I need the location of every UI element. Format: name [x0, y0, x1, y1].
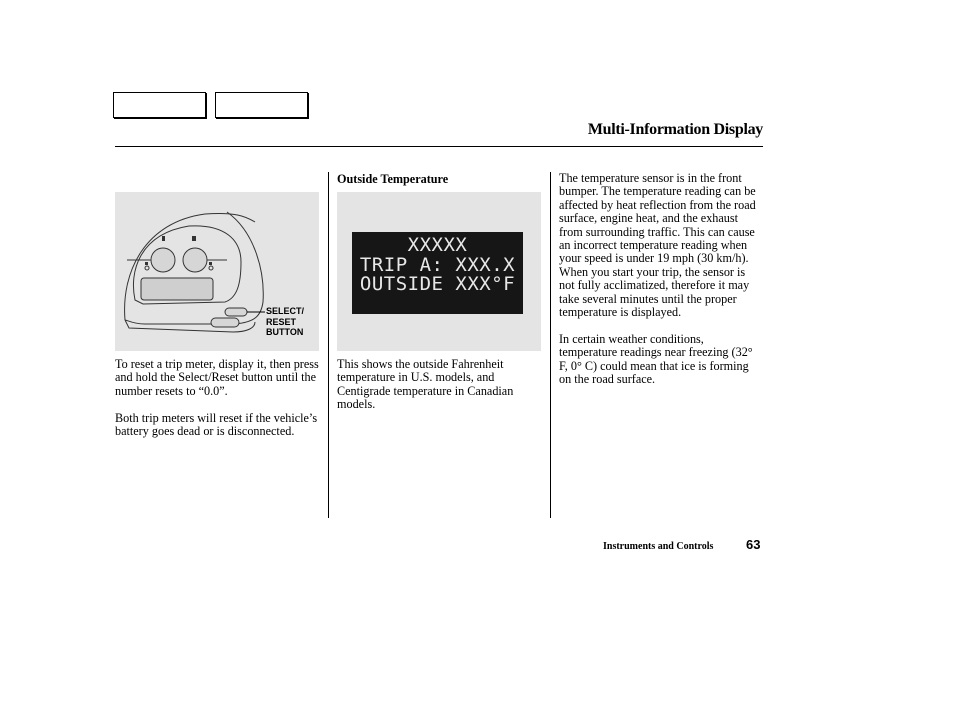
- select-reset-callout: [266, 306, 304, 338]
- column-divider: [328, 172, 329, 518]
- column-divider: [550, 172, 551, 518]
- paragraph: In certain weather conditions, temperature readings near freezing (32° F, 0° C) could mean that ice is forming on the road surface.: [559, 331, 753, 387]
- lcd-display: [352, 232, 523, 314]
- lcd-line: XXXXX: [407, 234, 468, 256]
- section-title: Multi-Information Display: [587, 121, 763, 138]
- lcd-line: OUTSIDE XXX°F: [359, 273, 516, 295]
- instrument-cluster-figure: [115, 192, 319, 351]
- column3-text: [559, 172, 757, 400]
- callout-line: SELECT/: [266, 306, 305, 316]
- paragraph: The temperature sensor is in the front bumper. The temperature reading can be affected by heat reflection from the road surface, engine heat, and the exhaust from surrounding traffic. This can cause an incorrect temperature reading when your speed is under 19 mph (30 km/h). When you start your trip, the sensor is not fully acclimatized, therefore it may take several minutes until the proper temperature is displayed.: [559, 171, 756, 320]
- lcd-line: TRIP A: XXX.X: [359, 254, 516, 276]
- callout-line: RESET: [266, 316, 297, 327]
- nav-button-main-menu[interactable]: [113, 92, 206, 118]
- subheading-outside-temperature: Outside Temperature: [337, 172, 449, 186]
- footer-section-label: Instruments and Controls: [603, 541, 714, 552]
- header-rule: [115, 146, 763, 147]
- paragraph: To reset a trip meter, display it, then press and hold the Select/Reset button until the number resets to “0.0”.: [115, 357, 319, 398]
- column2-text: [337, 358, 543, 425]
- paragraph: Both trip meters will reset if the vehicle’s battery goes dead or is disconnected.: [115, 410, 318, 439]
- callout-line: BUTTON: [266, 327, 304, 337]
- column1-text: [115, 358, 321, 452]
- page-number: 63: [746, 537, 761, 552]
- display-figure: [337, 192, 541, 351]
- paragraph: This shows the outside Fahrenheit temperature in U.S. models, and Centigrade temperature in Canadian models.: [337, 357, 514, 412]
- nav-button-table-of-contents[interactable]: [215, 92, 308, 118]
